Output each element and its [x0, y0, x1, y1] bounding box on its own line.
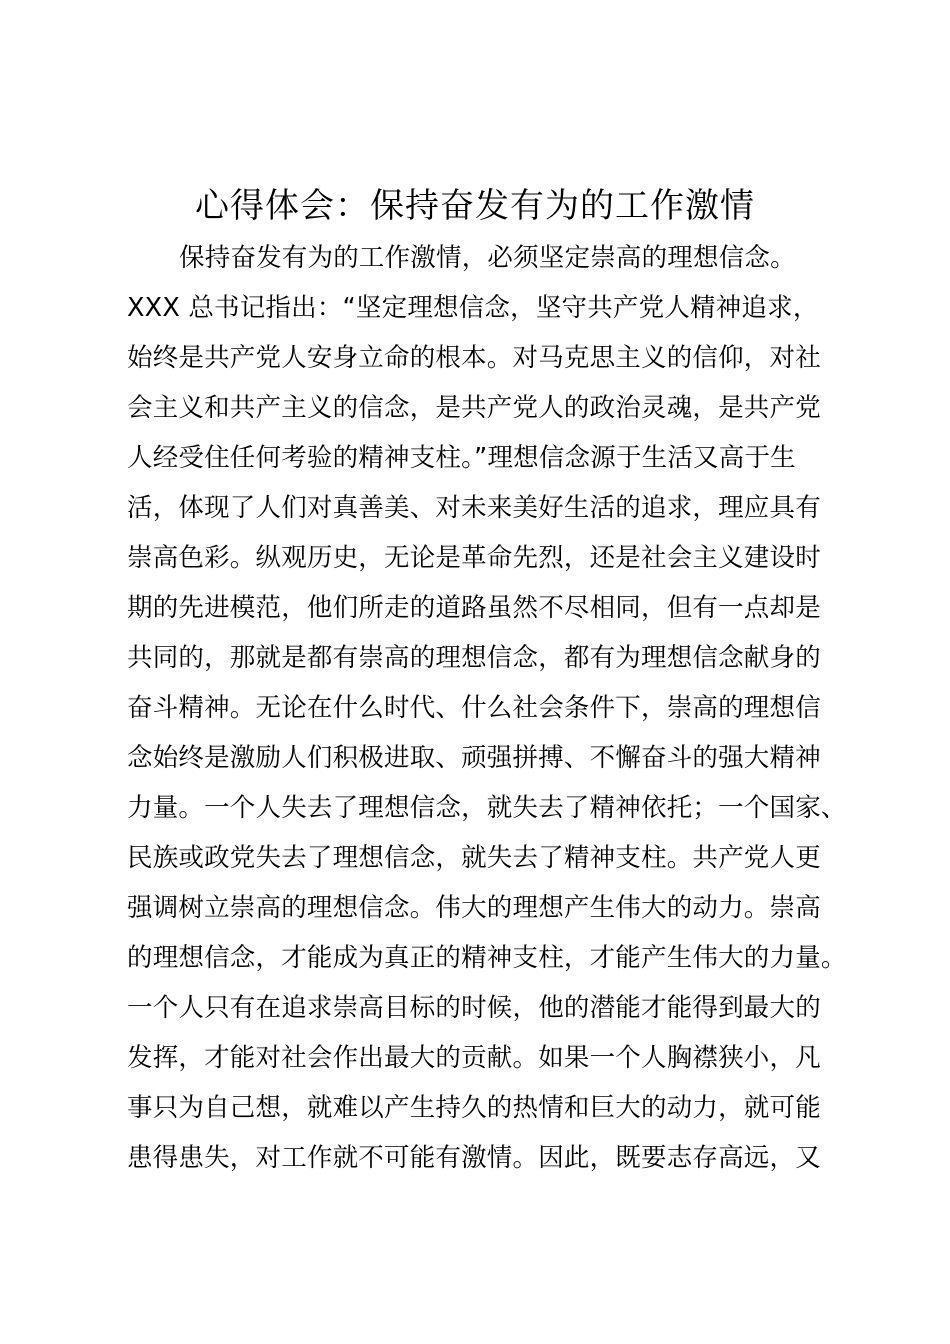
body-line: 人经受住任何考验的精神支柱。”理想信念源于生活又高于生	[127, 443, 796, 473]
body-line: 共同的，那就是都有崇高的理想信念，都有为理想信念献身的	[127, 643, 821, 673]
document-title: 心得体会：保持奋发有为的工作激情	[195, 186, 755, 226]
body-line: 期的先进模范，他们所走的道路虽然不尽相同，但有一点却是	[127, 593, 821, 623]
body-line: 崇高色彩。纵观历史，无论是革命先烈，还是社会主义建设时	[127, 543, 821, 573]
body-line: 强调树立崇高的理想信念。伟大的理想产生伟大的动力。崇高	[127, 893, 821, 923]
body-line: 始终是共产党人安身立命的根本。对马克思主义的信仰，对社	[127, 343, 821, 373]
body-line: 念始终是激励人们积极进取、顽强拼搏、不懈奋斗的强大精神	[127, 743, 821, 773]
body-line: 患得患失，对工作就不可能有激情。因此，既要志存高远，又	[127, 1143, 821, 1173]
body-line: 发挥，才能对社会作出最大的贡献。如果一个人胸襟狭小，凡	[127, 1043, 821, 1073]
body-line: 一个人只有在追求崇高目标的时候，他的潜能才能得到最大的	[127, 993, 821, 1023]
body-line: XXX 总书记指出：“坚定理想信念，坚守共产党人精神追求，	[127, 293, 819, 323]
body-line: 事只为自己想，就难以产生持久的热情和巨大的动力，就可能	[127, 1093, 821, 1123]
body-line: 奋斗精神。无论在什么时代、什么社会条件下，崇高的理想信	[127, 693, 821, 723]
body-line: 会主义和共产主义的信念，是共产党人的政治灵魂，是共产党	[127, 393, 821, 423]
document-body	[127, 233, 847, 1183]
body-line: 民族或政党失去了理想信念，就失去了精神支柱。共产党人更	[127, 843, 821, 873]
body-line: 保持奋发有为的工作激情，必须坚定崇高的理想信念。	[179, 243, 796, 273]
body-line: 力量。一个人失去了理想信念，就失去了精神依托；一个国家、	[127, 793, 847, 823]
body-line: 的理想信念，才能成为真正的精神支柱，才能产生伟大的力量。	[127, 943, 847, 973]
body-line: 活，体现了人们对真善美、对未来美好生活的追求，理应具有	[127, 493, 821, 523]
